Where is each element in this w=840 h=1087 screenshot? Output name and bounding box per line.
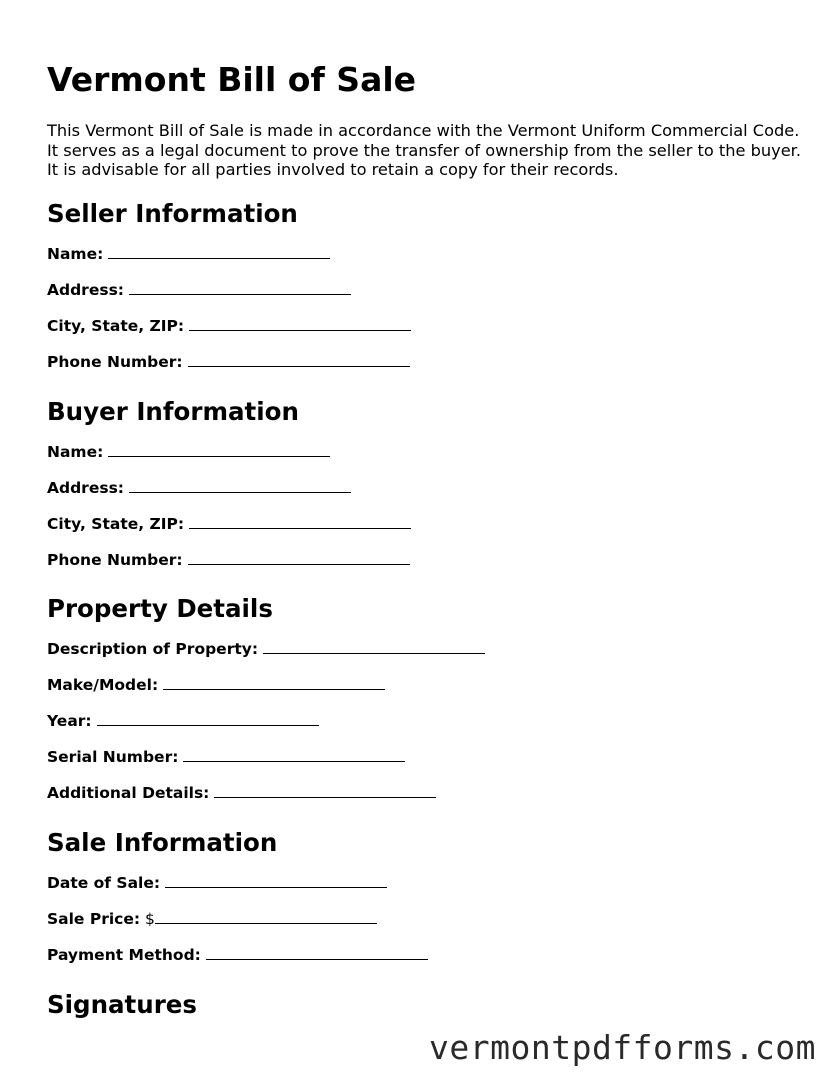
buyer-phone-input[interactable] <box>188 550 410 565</box>
property-year-label: Year: <box>47 712 92 730</box>
property-description-input[interactable] <box>263 639 485 654</box>
seller-name-field <box>47 244 411 264</box>
buyer-section <box>47 397 411 570</box>
buyer-name-field <box>47 442 411 462</box>
signatures-heading: Signatures <box>47 990 197 1019</box>
property-description-label: Description of Property: <box>47 640 259 658</box>
property-section <box>47 594 485 803</box>
seller-city-label: City, State, ZIP: <box>47 317 185 335</box>
property-serial-label: Serial Number: <box>47 748 179 766</box>
sale-heading: Sale Information <box>47 828 278 857</box>
buyer-phone-field <box>47 550 411 570</box>
sale-date-field <box>47 873 428 893</box>
seller-phone-input[interactable] <box>188 352 410 367</box>
buyer-heading: Buyer Information <box>47 397 299 426</box>
property-heading: Property Details <box>47 594 273 623</box>
seller-address-label: Address: <box>47 281 124 299</box>
property-serial-field <box>47 747 485 767</box>
page-title: Vermont Bill of Sale <box>47 60 417 99</box>
seller-city-field <box>47 316 411 336</box>
sale-payment-label: Payment Method: <box>47 946 201 964</box>
buyer-name-input[interactable] <box>108 442 330 457</box>
seller-phone-label: Phone Number: <box>47 353 183 371</box>
sale-payment-input[interactable] <box>206 945 428 960</box>
signatures-section <box>47 990 197 1020</box>
property-year-field <box>47 711 485 731</box>
buyer-address-field <box>47 478 411 498</box>
seller-city-input[interactable] <box>189 316 411 331</box>
buyer-city-field <box>47 514 411 534</box>
property-additional-input[interactable] <box>214 783 436 798</box>
currency-prefix: $ <box>145 910 155 928</box>
seller-phone-field <box>47 352 411 372</box>
buyer-city-label: City, State, ZIP: <box>47 515 185 533</box>
property-additional-label: Additional Details: <box>47 784 210 802</box>
buyer-address-label: Address: <box>47 479 124 497</box>
sale-date-input[interactable] <box>165 873 387 888</box>
property-year-input[interactable] <box>97 711 319 726</box>
buyer-city-input[interactable] <box>189 514 411 529</box>
property-make-model-field <box>47 675 485 695</box>
seller-name-label: Name: <box>47 245 104 263</box>
buyer-address-input[interactable] <box>129 478 351 493</box>
property-description-field <box>47 639 485 659</box>
sale-payment-field <box>47 945 428 965</box>
seller-heading: Seller Information <box>47 199 298 228</box>
intro-paragraph: This Vermont Bill of Sale is made in accordance with the Vermont Uniform Commercial Code. It serves as a legal document to prove the transfer of ownership from the seller to the buyer. It is advisable for all parties involved to retain a copy for their records. <box>47 121 801 179</box>
watermark-text: vermontpdfforms.com <box>429 1028 816 1067</box>
sale-price-input[interactable] <box>155 909 377 924</box>
seller-name-input[interactable] <box>108 244 330 259</box>
buyer-phone-label: Phone Number: <box>47 551 183 569</box>
sale-price-field <box>47 909 428 929</box>
seller-address-input[interactable] <box>129 280 351 295</box>
sale-section <box>47 828 428 965</box>
property-additional-field <box>47 783 485 803</box>
seller-address-field <box>47 280 411 300</box>
sale-date-label: Date of Sale: <box>47 874 161 892</box>
property-make-model-input[interactable] <box>163 675 385 690</box>
buyer-name-label: Name: <box>47 443 104 461</box>
seller-section <box>47 199 411 372</box>
property-make-model-label: Make/Model: <box>47 676 159 694</box>
property-serial-input[interactable] <box>183 747 405 762</box>
sale-price-label: Sale Price: <box>47 910 141 928</box>
